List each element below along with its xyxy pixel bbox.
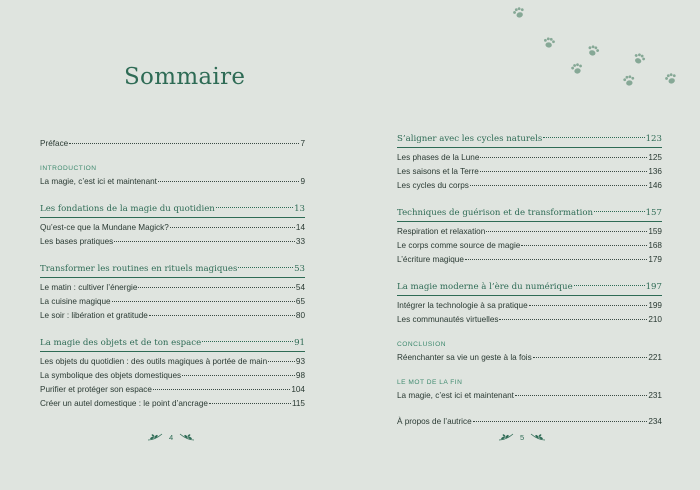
- entry-page-number: 159: [648, 227, 662, 236]
- chapter-heading[interactable]: [397, 205, 662, 222]
- entry-page-number: 146: [648, 181, 662, 190]
- dot-leader: [149, 315, 295, 316]
- entry-page-number: 98: [295, 371, 305, 380]
- entry-title: S’aligner avec les cycles naturels: [397, 134, 543, 144]
- entry-title: Les communautés virtuelles: [397, 315, 499, 324]
- paw-print-icon: [621, 73, 637, 89]
- entry-title: La magie, c’est ici et maintenant: [397, 391, 514, 400]
- chapter-heading[interactable]: [40, 201, 305, 218]
- entry-title: La magie des objets et de ton espace: [40, 338, 202, 348]
- section-label: CONCLUSION: [397, 341, 446, 348]
- paw-print-icon: [510, 4, 528, 22]
- entry-title: Intégrer la technologie à sa pratique: [397, 301, 528, 310]
- entry-title: Les cycles du corps: [397, 181, 469, 190]
- toc-section: [397, 415, 662, 429]
- dot-leader: [480, 157, 647, 158]
- entry-page-number: 197: [645, 282, 662, 292]
- entry-title: La cuisine magique: [40, 297, 111, 306]
- entry-page-number: 157: [645, 208, 662, 218]
- dot-leader: [158, 181, 299, 182]
- entry-title: À propos de l’autrice: [397, 417, 472, 426]
- toc-entry[interactable]: [397, 389, 662, 403]
- toc-entry[interactable]: [40, 295, 305, 309]
- entry-page-number: 7: [300, 139, 305, 148]
- toc-section: [40, 201, 305, 249]
- entry-title: Les fondations de la magie du quotidien: [40, 204, 215, 214]
- toc-entry[interactable]: [397, 239, 662, 253]
- toc-entry[interactable]: [397, 351, 662, 365]
- toc-entry[interactable]: [40, 221, 305, 235]
- dot-leader: [480, 171, 648, 172]
- entry-page-number: 234: [648, 417, 662, 426]
- toc-entry[interactable]: [40, 281, 305, 295]
- entry-page-number: 123: [645, 134, 662, 144]
- toc-entry[interactable]: [397, 165, 662, 179]
- dot-leader: [499, 319, 647, 320]
- entry-page-number: 199: [648, 301, 662, 310]
- page-title: Sommaire: [124, 64, 246, 90]
- toc-section: [40, 163, 305, 189]
- folio-right: [498, 432, 546, 442]
- entry-page-number: 93: [295, 357, 305, 366]
- toc-entry[interactable]: [397, 225, 662, 239]
- entry-title: Les saisons et la Terre: [397, 167, 479, 176]
- dot-leader: [112, 301, 295, 302]
- entry-title: Le corps comme source de magie: [397, 241, 521, 250]
- toc-section: [40, 335, 305, 411]
- toc-entry[interactable]: [40, 369, 305, 383]
- entry-title: La magie, c’est ici et maintenant: [40, 177, 157, 186]
- entry-page-number: 136: [648, 167, 662, 176]
- entry-page-number: 168: [648, 241, 662, 250]
- entry-page-number: 221: [648, 353, 662, 362]
- paw-print-icon: [568, 60, 585, 77]
- entry-title: La magie moderne à l’ère du numérique: [397, 282, 573, 292]
- sprig-icon: [179, 432, 195, 442]
- paw-print-icon: [662, 70, 680, 88]
- dot-leader: [202, 341, 293, 342]
- dot-leader: [465, 259, 647, 260]
- dot-leader: [69, 143, 299, 144]
- entry-page-number: 179: [648, 255, 662, 264]
- entry-page-number: 104: [291, 385, 305, 394]
- entry-title: L’écriture magique: [397, 255, 464, 264]
- toc-section: [397, 131, 662, 193]
- entry-page-number: 210: [648, 315, 662, 324]
- toc-entry[interactable]: [40, 175, 305, 189]
- dot-leader: [533, 357, 648, 358]
- toc-entry[interactable]: [40, 383, 305, 397]
- table-of-contents-right: [397, 131, 662, 429]
- dot-leader: [486, 231, 647, 232]
- entry-page-number: 54: [295, 283, 305, 292]
- dot-leader: [574, 285, 645, 286]
- dot-leader: [268, 361, 295, 362]
- dot-leader: [182, 375, 295, 376]
- toc-entry[interactable]: [397, 313, 662, 327]
- toc-entry[interactable]: [40, 235, 305, 249]
- paw-print-icon: [630, 50, 649, 69]
- dot-leader: [529, 305, 648, 306]
- entry-title: Techniques de guérison et de transformation: [397, 208, 594, 218]
- dot-leader: [114, 241, 295, 242]
- right-page: [350, 0, 700, 490]
- toc-entry[interactable]: [40, 309, 305, 323]
- entry-page-number: 33: [295, 237, 305, 246]
- sprig-icon: [147, 432, 163, 442]
- entry-page-number: 13: [294, 204, 305, 214]
- paw-print-icon: [584, 42, 602, 60]
- section-label: LE MOT DE LA FIN: [397, 379, 463, 386]
- toc-section: [40, 261, 305, 323]
- entry-title: La symbolique des objets domestiques: [40, 371, 182, 380]
- entry-title: Les objets du quotidien : des outils magiques à portée de main: [40, 357, 268, 366]
- dot-leader: [515, 395, 647, 396]
- toc-section: [397, 279, 662, 327]
- toc-entry[interactable]: [397, 151, 662, 165]
- paw-print-decoration: [350, 0, 700, 120]
- entry-page-number: 65: [295, 297, 305, 306]
- entry-title: Les bases pratiques: [40, 237, 114, 246]
- chapter-heading[interactable]: [40, 335, 305, 352]
- entry-title: Créer un autel domestique : le point d’ancrage: [40, 399, 208, 408]
- dot-leader: [170, 227, 295, 228]
- toc-entry[interactable]: [397, 179, 662, 193]
- entry-page-number: 9: [300, 177, 305, 186]
- entry-page-number: 14: [295, 223, 305, 232]
- entry-title: Purifier et protéger son espace: [40, 385, 152, 394]
- page-number: 5: [520, 432, 525, 442]
- entry-title: Le soir : libération et gratitude: [40, 311, 148, 320]
- toc-entry[interactable]: [397, 253, 662, 267]
- toc-section: [397, 339, 662, 365]
- dot-leader: [153, 389, 290, 390]
- toc-entry[interactable]: [397, 415, 662, 429]
- entry-title: Le matin : cultiver l’énergie: [40, 283, 138, 292]
- chapter-heading[interactable]: [397, 131, 662, 148]
- entry-title: Les phases de la Lune: [397, 153, 480, 162]
- dot-leader: [209, 403, 291, 404]
- dot-leader: [473, 421, 648, 422]
- dot-leader: [216, 207, 293, 208]
- entry-page-number: 125: [648, 153, 662, 162]
- page-number: 4: [169, 432, 174, 442]
- entry-page-number: 53: [294, 264, 305, 274]
- dot-leader: [238, 267, 293, 268]
- dot-leader: [470, 185, 647, 186]
- entry-page-number: 91: [294, 338, 305, 348]
- toc-entry[interactable]: [397, 299, 662, 313]
- toc-section: [397, 377, 662, 403]
- toc-entry[interactable]: [40, 355, 305, 369]
- entry-title: Transformer les routines en rituels magiques: [40, 264, 238, 274]
- entry-title: Réenchanter sa vie un geste à la fois: [397, 353, 532, 362]
- dot-leader: [594, 211, 645, 212]
- entry-title: Respiration et relaxation: [397, 227, 486, 236]
- entry-title: Qu’est-ce que la Mundane Magick?: [40, 223, 169, 232]
- chapter-heading[interactable]: [40, 261, 305, 278]
- sprig-icon: [530, 432, 546, 442]
- toc-section: [40, 137, 305, 151]
- toc-entry[interactable]: [40, 397, 305, 411]
- sprig-icon: [498, 432, 514, 442]
- table-of-contents-left: [40, 137, 305, 411]
- folio-left: [147, 432, 195, 442]
- entry-title: Préface: [40, 139, 69, 148]
- section-label: INTRODUCTION: [40, 165, 97, 172]
- entry-page-number: 231: [648, 391, 662, 400]
- dot-leader: [138, 287, 295, 288]
- entry-page-number: 80: [295, 311, 305, 320]
- dot-leader: [521, 245, 647, 246]
- toc-section: [397, 205, 662, 267]
- entry-page-number: 115: [291, 399, 305, 408]
- paw-print-icon: [541, 35, 557, 51]
- chapter-heading[interactable]: [397, 279, 662, 296]
- toc-entry[interactable]: [40, 137, 305, 151]
- dot-leader: [543, 137, 644, 138]
